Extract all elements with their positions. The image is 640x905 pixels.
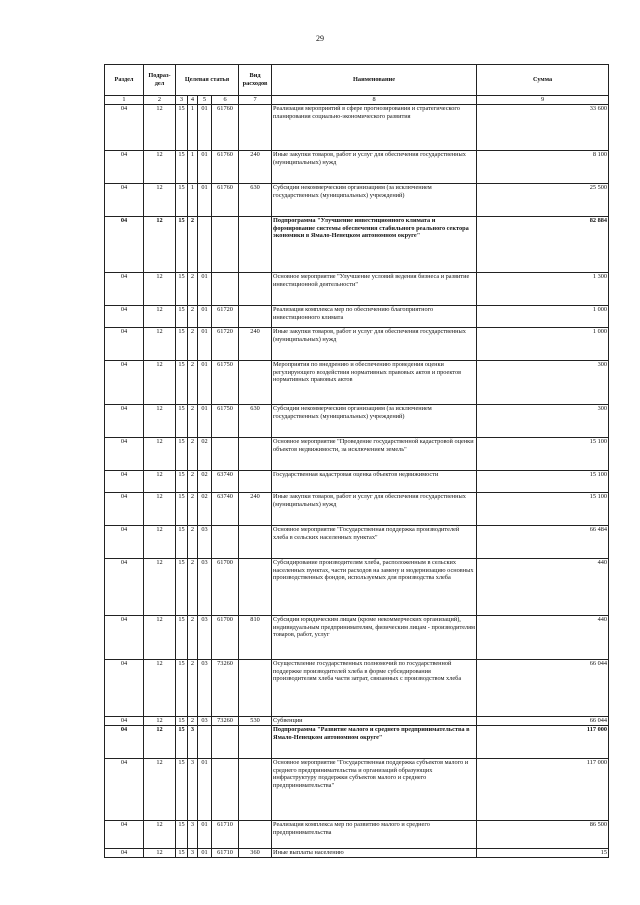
- cell-direction: 61720: [212, 328, 239, 361]
- cell-razdel: 04: [105, 559, 144, 616]
- cell-expense-type: [239, 726, 272, 759]
- cell-subprogram: 2: [188, 471, 198, 493]
- column-number: 2: [144, 96, 176, 105]
- cell-measure: 03: [198, 616, 212, 660]
- cell-subprogram: 2: [188, 660, 198, 717]
- table-row: [105, 328, 609, 361]
- cell-name: Субсидии некоммерческим организациям (за исключением государственных (муниципальных) учреждений): [272, 405, 477, 438]
- table-row: [105, 821, 609, 849]
- cell-program: 15: [176, 273, 188, 306]
- cell-measure: 02: [198, 493, 212, 526]
- cell-subprogram: 2: [188, 526, 198, 559]
- cell-expense-type: 240: [239, 328, 272, 361]
- cell-subprogram: 2: [188, 438, 198, 471]
- cell-program: 15: [176, 151, 188, 184]
- cell-sum: 300: [477, 405, 609, 438]
- cell-name: Иные закупки товаров, работ и услуг для обеспечения государственных (муниципальных) нужд: [272, 151, 477, 184]
- cell-expense-type: [239, 273, 272, 306]
- cell-measure: 01: [198, 151, 212, 184]
- cell-razdel: 04: [105, 105, 144, 151]
- page-number: 29: [316, 34, 324, 43]
- cell-subprogram: 3: [188, 726, 198, 759]
- cell-expense-type: [239, 526, 272, 559]
- cell-measure: 03: [198, 559, 212, 616]
- column-number: 3: [176, 96, 188, 105]
- cell-name: Иные закупки товаров, работ и услуг для обеспечения государственных (муниципальных) нужд: [272, 493, 477, 526]
- column-number: 8: [272, 96, 477, 105]
- cell-measure: 02: [198, 438, 212, 471]
- cell-podrazdel: 12: [144, 438, 176, 471]
- cell-expense-type: [239, 759, 272, 821]
- cell-measure: 01: [198, 273, 212, 306]
- cell-razdel: 04: [105, 151, 144, 184]
- cell-podrazdel: 12: [144, 616, 176, 660]
- cell-sum: 8 100: [477, 151, 609, 184]
- cell-direction: 63740: [212, 471, 239, 493]
- cell-direction: 63740: [212, 493, 239, 526]
- cell-subprogram: 2: [188, 217, 198, 273]
- cell-direction: [212, 759, 239, 821]
- cell-expense-type: [239, 660, 272, 717]
- cell-sum: 1 300: [477, 273, 609, 306]
- cell-measure: 01: [198, 306, 212, 328]
- cell-razdel: 04: [105, 821, 144, 849]
- cell-sum: 15 100: [477, 438, 609, 471]
- table-row: [105, 438, 609, 471]
- table-row: [105, 559, 609, 616]
- cell-program: 15: [176, 821, 188, 849]
- cell-subprogram: 2: [188, 493, 198, 526]
- cell-subprogram: 2: [188, 361, 198, 405]
- cell-direction: 61750: [212, 405, 239, 438]
- table-row: [105, 849, 609, 858]
- header-sum: Сумма: [477, 65, 609, 96]
- cell-expense-type: [239, 559, 272, 616]
- cell-measure: 03: [198, 717, 212, 726]
- cell-direction: 73260: [212, 660, 239, 717]
- table-row: [105, 361, 609, 405]
- table-row: [105, 616, 609, 660]
- cell-name: Основное мероприятие "Проведение государственной кадастровой оценки объектов недвижимости, за исключением земель": [272, 438, 477, 471]
- cell-name: Иные выплаты населению: [272, 849, 477, 858]
- cell-program: 15: [176, 361, 188, 405]
- cell-podrazdel: 12: [144, 526, 176, 559]
- cell-podrazdel: 12: [144, 405, 176, 438]
- cell-direction: 73260: [212, 717, 239, 726]
- cell-razdel: 04: [105, 526, 144, 559]
- cell-direction: [212, 273, 239, 306]
- cell-sum: 117 000: [477, 726, 609, 759]
- table-row: [105, 660, 609, 717]
- cell-sum: 1 000: [477, 306, 609, 328]
- cell-direction: 61760: [212, 151, 239, 184]
- cell-podrazdel: 12: [144, 559, 176, 616]
- cell-measure: 02: [198, 471, 212, 493]
- header-target-article: Целевая статья: [176, 65, 239, 96]
- table-row: [105, 759, 609, 821]
- cell-razdel: 04: [105, 273, 144, 306]
- column-number-row: [105, 96, 609, 105]
- cell-podrazdel: 12: [144, 328, 176, 361]
- cell-subprogram: 2: [188, 306, 198, 328]
- cell-podrazdel: 12: [144, 184, 176, 217]
- cell-subprogram: 1: [188, 105, 198, 151]
- cell-subprogram: 2: [188, 616, 198, 660]
- cell-expense-type: 630: [239, 184, 272, 217]
- cell-direction: 61750: [212, 361, 239, 405]
- cell-podrazdel: 12: [144, 717, 176, 726]
- cell-expense-type: 360: [239, 849, 272, 858]
- cell-name: Осуществление государственных полномочий по государственной поддержке производителей хлеба в форме субсидирования производителям хлеба части затрат, связанных с производством хлеба: [272, 660, 477, 717]
- cell-direction: 61760: [212, 105, 239, 151]
- column-number: 1: [105, 96, 144, 105]
- cell-expense-type: 630: [239, 405, 272, 438]
- cell-razdel: 04: [105, 493, 144, 526]
- cell-measure: 01: [198, 105, 212, 151]
- cell-program: 15: [176, 526, 188, 559]
- cell-program: 15: [176, 660, 188, 717]
- column-number: 5: [198, 96, 212, 105]
- cell-expense-type: 240: [239, 493, 272, 526]
- table-row: [105, 526, 609, 559]
- cell-name: Реализация мероприятий в сфере прогнозирования и стратегического планирования социально-экономического развития: [272, 105, 477, 151]
- cell-program: 15: [176, 759, 188, 821]
- cell-program: 15: [176, 559, 188, 616]
- cell-sum: 117 000: [477, 759, 609, 821]
- cell-expense-type: 530: [239, 717, 272, 726]
- cell-name: Основное мероприятие "Государственная поддержка производителей хлеба в сельских населенных пунктах": [272, 526, 477, 559]
- cell-podrazdel: 12: [144, 493, 176, 526]
- cell-razdel: 04: [105, 405, 144, 438]
- cell-measure: 01: [198, 328, 212, 361]
- cell-subprogram: 3: [188, 849, 198, 858]
- cell-razdel: 04: [105, 759, 144, 821]
- cell-podrazdel: 12: [144, 273, 176, 306]
- cell-name: Подпрограмма "Улучшение инвестиционного климата и формирование системы обеспечения стабильного реального сектора экономики в Ямало-Ненецком автономном округе": [272, 217, 477, 273]
- cell-expense-type: 810: [239, 616, 272, 660]
- cell-razdel: 04: [105, 361, 144, 405]
- cell-direction: 61760: [212, 184, 239, 217]
- cell-measure: [198, 726, 212, 759]
- cell-measure: 01: [198, 184, 212, 217]
- cell-direction: [212, 438, 239, 471]
- cell-sum: 1 000: [477, 328, 609, 361]
- cell-program: 15: [176, 616, 188, 660]
- cell-program: 15: [176, 438, 188, 471]
- cell-measure: 01: [198, 759, 212, 821]
- cell-expense-type: [239, 306, 272, 328]
- cell-measure: 03: [198, 526, 212, 559]
- cell-razdel: 04: [105, 438, 144, 471]
- cell-expense-type: [239, 361, 272, 405]
- cell-razdel: 04: [105, 306, 144, 328]
- table-row: [105, 184, 609, 217]
- cell-razdel: 04: [105, 660, 144, 717]
- cell-direction: 61710: [212, 849, 239, 858]
- cell-subprogram: 3: [188, 759, 198, 821]
- cell-measure: 01: [198, 849, 212, 858]
- header-name: Наименование: [272, 65, 477, 96]
- cell-name: Реализация комплекса мер по развитию малого и среднего предпринимательства: [272, 821, 477, 849]
- table-row: [105, 151, 609, 184]
- cell-program: 15: [176, 726, 188, 759]
- cell-subprogram: 2: [188, 559, 198, 616]
- table-row: [105, 726, 609, 759]
- cell-measure: 03: [198, 660, 212, 717]
- cell-sum: 25 500: [477, 184, 609, 217]
- table-row: [105, 493, 609, 526]
- cell-name: Субсидии некоммерческим организациям (за исключением государственных (муниципальных) учреждений): [272, 184, 477, 217]
- cell-direction: 61710: [212, 821, 239, 849]
- cell-direction: 61700: [212, 559, 239, 616]
- cell-sum: 33 600: [477, 105, 609, 151]
- cell-program: 15: [176, 493, 188, 526]
- table-row: [105, 405, 609, 438]
- cell-razdel: 04: [105, 471, 144, 493]
- cell-direction: [212, 217, 239, 273]
- table-row: [105, 105, 609, 151]
- column-number: 6: [212, 96, 239, 105]
- cell-podrazdel: 12: [144, 151, 176, 184]
- cell-expense-type: [239, 471, 272, 493]
- cell-subprogram: 2: [188, 717, 198, 726]
- table-row: [105, 306, 609, 328]
- cell-subprogram: 3: [188, 821, 198, 849]
- cell-name: Субсидии юридическим лицам (кроме некоммерческих организаций), индивидуальным предпринимателям, физическим лицам - производителям товаров, работ, услуг: [272, 616, 477, 660]
- cell-expense-type: [239, 438, 272, 471]
- cell-razdel: 04: [105, 616, 144, 660]
- cell-subprogram: 1: [188, 184, 198, 217]
- cell-name: Субсидирование производителям хлеба, расположенным в сельских населенных пунктах, части расходов на замену и модернизацию основных производственных фондов, используемых для производства хлеба: [272, 559, 477, 616]
- header-expense-type: Вид расходов: [239, 65, 272, 96]
- cell-subprogram: 2: [188, 328, 198, 361]
- cell-expense-type: [239, 821, 272, 849]
- table-row: [105, 471, 609, 493]
- cell-podrazdel: 12: [144, 726, 176, 759]
- cell-direction: 61720: [212, 306, 239, 328]
- cell-program: 15: [176, 405, 188, 438]
- cell-sum: 15 100: [477, 493, 609, 526]
- cell-razdel: 04: [105, 717, 144, 726]
- cell-podrazdel: 12: [144, 821, 176, 849]
- cell-podrazdel: 12: [144, 105, 176, 151]
- cell-podrazdel: 12: [144, 759, 176, 821]
- cell-sum: 66 044: [477, 660, 609, 717]
- cell-name: Подпрограмма "Развитие малого и среднего предпринимательства в Ямало-Ненецком автономном округе": [272, 726, 477, 759]
- cell-subprogram: 2: [188, 405, 198, 438]
- column-number: 9: [477, 96, 609, 105]
- budget-table: [104, 64, 609, 858]
- cell-program: 15: [176, 849, 188, 858]
- cell-program: 15: [176, 306, 188, 328]
- cell-expense-type: [239, 217, 272, 273]
- cell-razdel: 04: [105, 726, 144, 759]
- cell-direction: [212, 526, 239, 559]
- cell-podrazdel: 12: [144, 471, 176, 493]
- cell-measure: [198, 217, 212, 273]
- cell-podrazdel: 12: [144, 306, 176, 328]
- table-row: [105, 217, 609, 273]
- cell-expense-type: 240: [239, 151, 272, 184]
- cell-sum: 440: [477, 616, 609, 660]
- cell-program: 15: [176, 184, 188, 217]
- cell-name: Реализация комплекса мер по обеспечению благоприятного инвестиционного климата: [272, 306, 477, 328]
- cell-measure: 01: [198, 821, 212, 849]
- cell-program: 15: [176, 328, 188, 361]
- cell-program: 15: [176, 717, 188, 726]
- table-row: [105, 273, 609, 306]
- cell-name: Государственная кадастровая оценка объектов недвижимости: [272, 471, 477, 493]
- column-number: 4: [188, 96, 198, 105]
- cell-expense-type: [239, 105, 272, 151]
- cell-sum: 86 500: [477, 821, 609, 849]
- cell-direction: [212, 726, 239, 759]
- cell-podrazdel: 12: [144, 660, 176, 717]
- cell-name: Мероприятия по внедрению и обеспечению проведения оценки регулирующего воздействия нормативных правовых актов и проектов нормативных правовых актов: [272, 361, 477, 405]
- cell-podrazdel: 12: [144, 849, 176, 858]
- cell-podrazdel: 12: [144, 217, 176, 273]
- cell-program: 15: [176, 105, 188, 151]
- cell-measure: 01: [198, 361, 212, 405]
- cell-name: Основное мероприятие "Улучшение условий ведения бизнеса и развитие инвестиционной деятельности": [272, 273, 477, 306]
- cell-program: 15: [176, 217, 188, 273]
- cell-razdel: 04: [105, 217, 144, 273]
- cell-direction: 61700: [212, 616, 239, 660]
- table-body: [105, 105, 609, 858]
- cell-sum: 300: [477, 361, 609, 405]
- cell-sum: 66 044: [477, 717, 609, 726]
- header-row: [105, 65, 609, 96]
- cell-sum: 440: [477, 559, 609, 616]
- cell-name: Иные закупки товаров, работ и услуг для обеспечения государственных (муниципальных) нужд: [272, 328, 477, 361]
- cell-razdel: 04: [105, 328, 144, 361]
- header-podrazdel: Подраз-дел: [144, 65, 176, 96]
- cell-sum: 66 484: [477, 526, 609, 559]
- cell-measure: 01: [198, 405, 212, 438]
- cell-name: Основное мероприятие "Государственная поддержка субъектов малого и среднего предпринимательства и организаций образующих инфраструктуру поддержки субъектов малого и среднего предпринимательства": [272, 759, 477, 821]
- header-razdel: Раздел: [105, 65, 144, 96]
- table-row: [105, 717, 609, 726]
- column-number: 7: [239, 96, 272, 105]
- cell-name: Субвенции: [272, 717, 477, 726]
- cell-sum: 82 884: [477, 217, 609, 273]
- cell-subprogram: 2: [188, 273, 198, 306]
- cell-razdel: 04: [105, 849, 144, 858]
- cell-podrazdel: 12: [144, 361, 176, 405]
- cell-sum: 15: [477, 849, 609, 858]
- cell-razdel: 04: [105, 184, 144, 217]
- cell-program: 15: [176, 471, 188, 493]
- cell-subprogram: 1: [188, 151, 198, 184]
- cell-sum: 15 100: [477, 471, 609, 493]
